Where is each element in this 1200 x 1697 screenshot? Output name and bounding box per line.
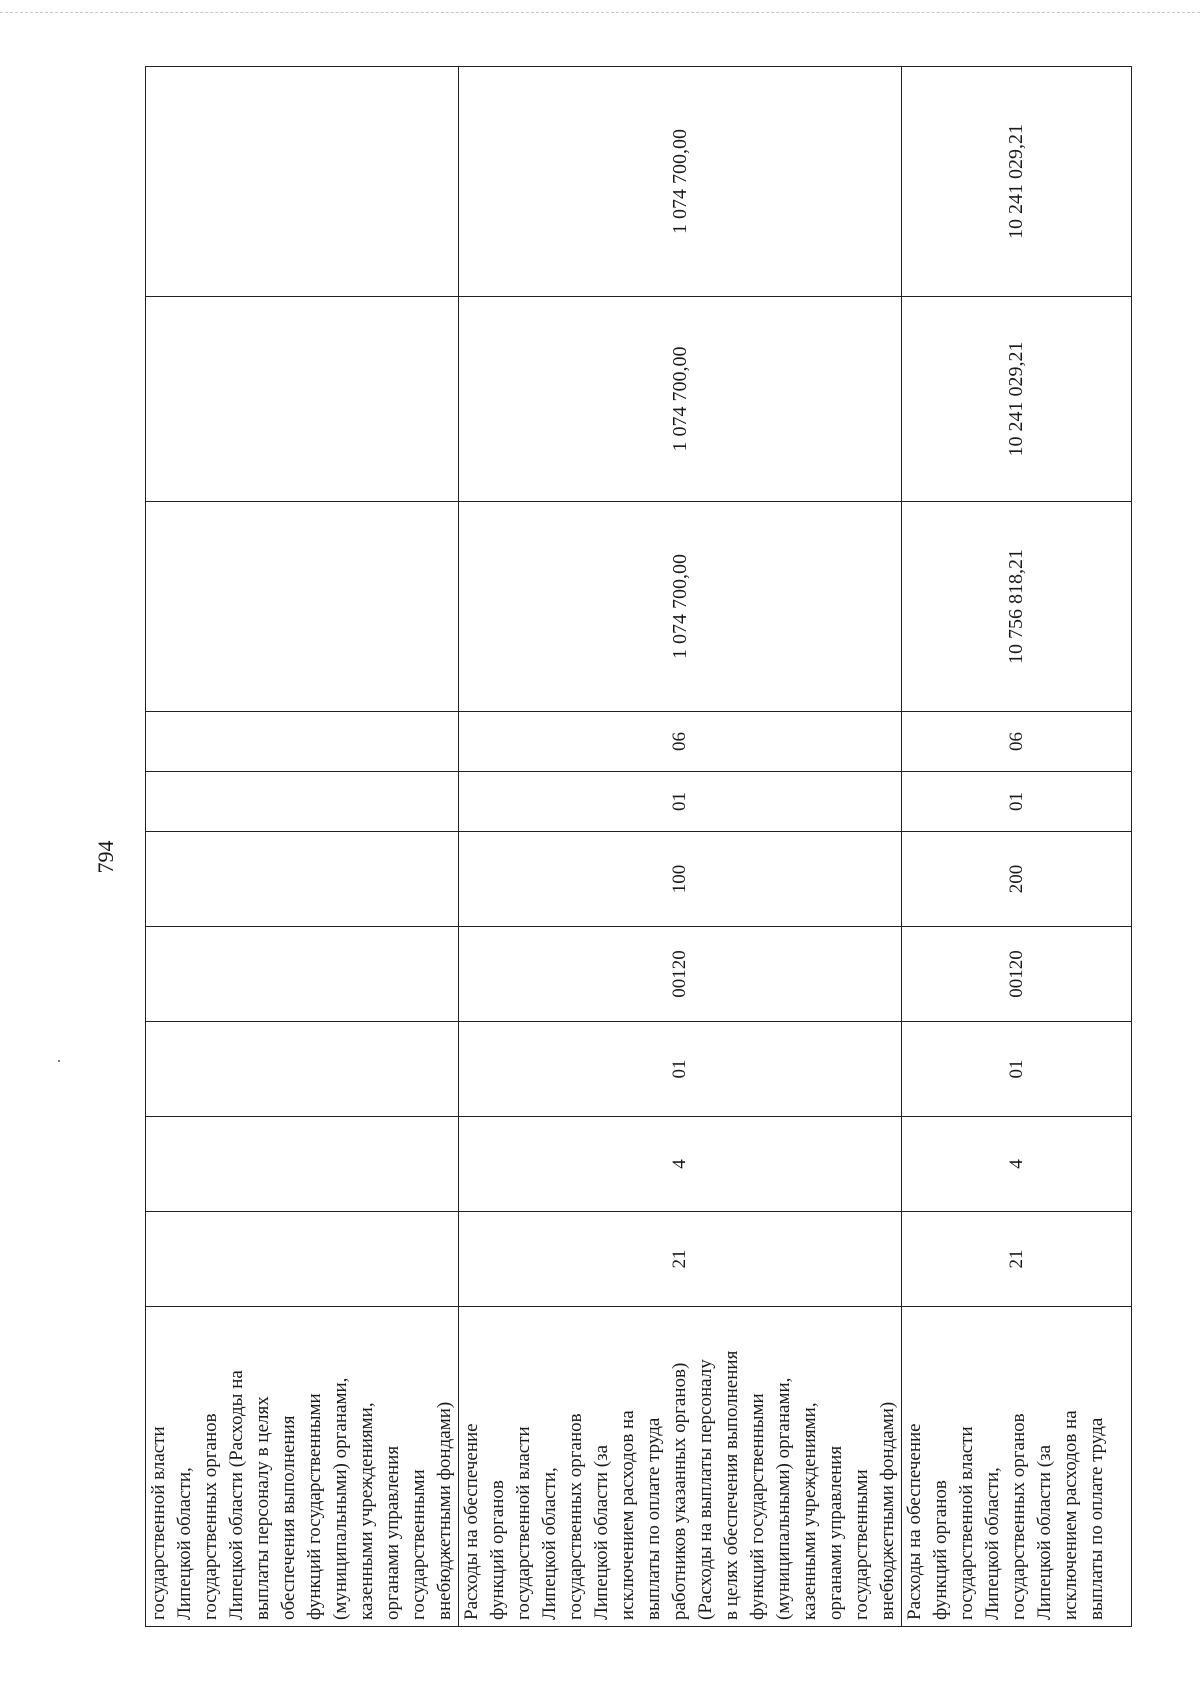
description-line: функций государственными (304, 1393, 325, 1620)
amount-cell: 10 241 029,21 (902, 297, 1132, 502)
description-line: Липецкой области (Расходы на (226, 1370, 247, 1620)
amount-cell (146, 502, 459, 712)
description-line: Липецкой области (за (1034, 1444, 1055, 1620)
table-row (146, 67, 459, 1627)
code-cell: 4 (459, 1117, 902, 1212)
code-cell: 01 (459, 1022, 902, 1117)
code-cell: 06 (902, 712, 1132, 772)
description-line: государственными (408, 1469, 429, 1620)
table-row (459, 67, 902, 1627)
description-line: казенными учреждениями, (356, 1402, 377, 1620)
code-cell: 21 (902, 1212, 1132, 1307)
code-cell (146, 1212, 459, 1307)
description-line: казенными учреждениями, (799, 1402, 820, 1620)
code-cell: 00120 (902, 927, 1132, 1022)
description-line: выплаты персоналу в целях (252, 1396, 273, 1620)
description-line: выплаты по оплате труда (1086, 1417, 1107, 1620)
description-line: государственных органов (1008, 1413, 1029, 1620)
description-line: государственными (851, 1469, 872, 1620)
description-line: исключением расходов на (1060, 1410, 1081, 1620)
description-line: внебюджетными фондами) (434, 1401, 455, 1620)
amount-cell: 10 756 818,21 (902, 502, 1132, 712)
row-description (146, 1307, 459, 1627)
code-cell (146, 772, 459, 832)
code-cell: 21 (459, 1212, 902, 1307)
amount-cell: 1 074 700,00 (459, 297, 902, 502)
amount-cell: 10 241 029,21 (902, 67, 1132, 297)
code-cell: 01 (459, 772, 902, 832)
description-line: органами управления (382, 1445, 403, 1620)
table-row (902, 67, 1132, 1627)
description-line: функций органов (487, 1480, 508, 1620)
code-cell: 200 (902, 832, 1132, 927)
description-line: государственных органов (200, 1413, 221, 1620)
code-cell: 06 (459, 712, 902, 772)
code-cell: 01 (902, 1022, 1132, 1117)
code-cell: 00120 (459, 927, 902, 1022)
amount-cell (146, 67, 459, 297)
amount-cell: 1 074 700,00 (459, 502, 902, 712)
description-line: Липецкой области (за (591, 1444, 612, 1620)
page-number: 794 (93, 840, 118, 874)
amount-cell (146, 297, 459, 502)
description-line: обеспечения выполнения (278, 1415, 299, 1620)
description-line: государственных органов (565, 1413, 586, 1620)
budget-table (145, 66, 1132, 1627)
description-line: Липецкой области, (174, 1467, 195, 1620)
description-line: в целях обеспечения выполнения (721, 1350, 742, 1620)
description-line: Липецкой области, (982, 1467, 1003, 1620)
description-line: работников указанных органов) (669, 1362, 690, 1620)
code-cell (146, 1117, 459, 1212)
description-line: органами управления (825, 1445, 846, 1620)
code-cell: 01 (902, 772, 1132, 832)
description-line: государственной власти (956, 1426, 977, 1620)
code-cell (146, 927, 459, 1022)
amount-cell: 1 074 700,00 (459, 67, 902, 297)
description-line: государственной власти (148, 1426, 169, 1620)
description-line: внебюджетными фондами) (877, 1401, 898, 1620)
code-cell (146, 1022, 459, 1117)
description-line: функций органов (930, 1480, 951, 1620)
code-cell (146, 712, 459, 772)
code-cell (146, 832, 459, 927)
description-line: Расходы на обеспечение (461, 1423, 482, 1620)
rotated-page-content (145, 67, 1105, 1627)
row-description (902, 1307, 1132, 1627)
scan-speck (58, 1060, 60, 1062)
scan-top-edge (0, 12, 1200, 13)
description-line: выплаты по оплате труда (643, 1417, 664, 1620)
description-line: Липецкой области, (539, 1467, 560, 1620)
description-line: исключением расходов на (617, 1410, 638, 1620)
description-line: функций государственными (747, 1393, 768, 1620)
description-line: (Расходы на выплаты персоналу (695, 1359, 716, 1620)
description-line: (муниципальными) органами, (330, 1377, 351, 1620)
code-cell: 4 (902, 1117, 1132, 1212)
description-line: (муниципальными) органами, (773, 1377, 794, 1620)
row-description (459, 1307, 902, 1627)
description-line: Расходы на обеспечение (904, 1423, 925, 1620)
description-line: государственной власти (513, 1426, 534, 1620)
code-cell: 100 (459, 832, 902, 927)
